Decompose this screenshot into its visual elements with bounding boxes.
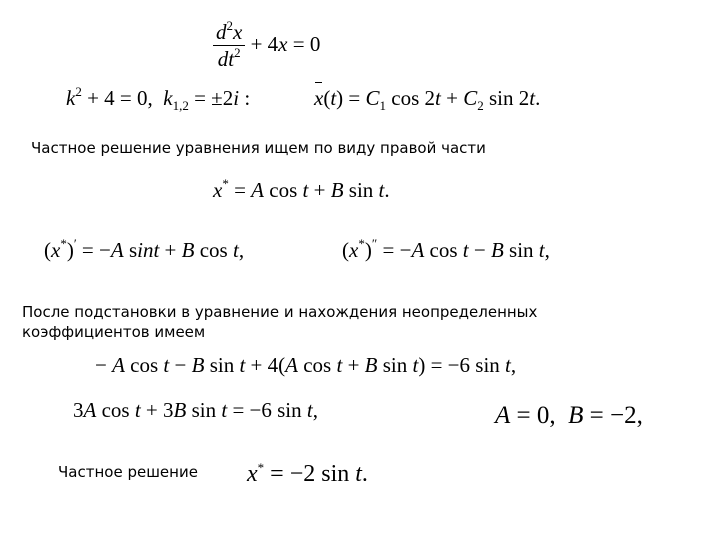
second-derivative: (x*)″ = −A cos t − B sin t, [342, 236, 550, 262]
substitution-intro-text: После подстановки в уравнение и нахождения неопределенных коэффициентов имеем [22, 303, 538, 341]
substituted-equation: − A cos t − B sin t + 4(A cos t + B sin t) = −6 sin t, [95, 353, 517, 377]
equation-rhs: + 4x = 0 [250, 31, 321, 56]
particular-solution: x* = −2 sin t. [247, 460, 368, 487]
x-overbar: x [314, 86, 324, 110]
particular-solution-label: Частное решение [58, 463, 198, 481]
simplified-equation: 3A cos t + 3B sin t = −6 sin t, [73, 398, 318, 422]
differential-equation [213, 18, 321, 71]
general-solution: $x(t) = C_1$ $\cos 2t + C_2$ sin 2t. [314, 86, 541, 113]
second-derivative-fraction [213, 18, 245, 71]
particular-solution-form: x* = A cos t + B sin t. [213, 176, 390, 202]
particular-intro-text: Частное решение уравнения ищем по виду правой части [31, 139, 486, 157]
fraction-denominator: $dt^2$ [217, 45, 241, 71]
characteristic-equation: $k^2 + 4 = 0$, $k_{1,2} = \pm 2i$ : [66, 84, 251, 113]
fraction-numerator: $d^2x$ [213, 22, 245, 46]
first-derivative: (x*)′ = −A sint + B cos t, [44, 236, 245, 262]
coefficients-result: A = 0, B = −2, [495, 402, 643, 429]
